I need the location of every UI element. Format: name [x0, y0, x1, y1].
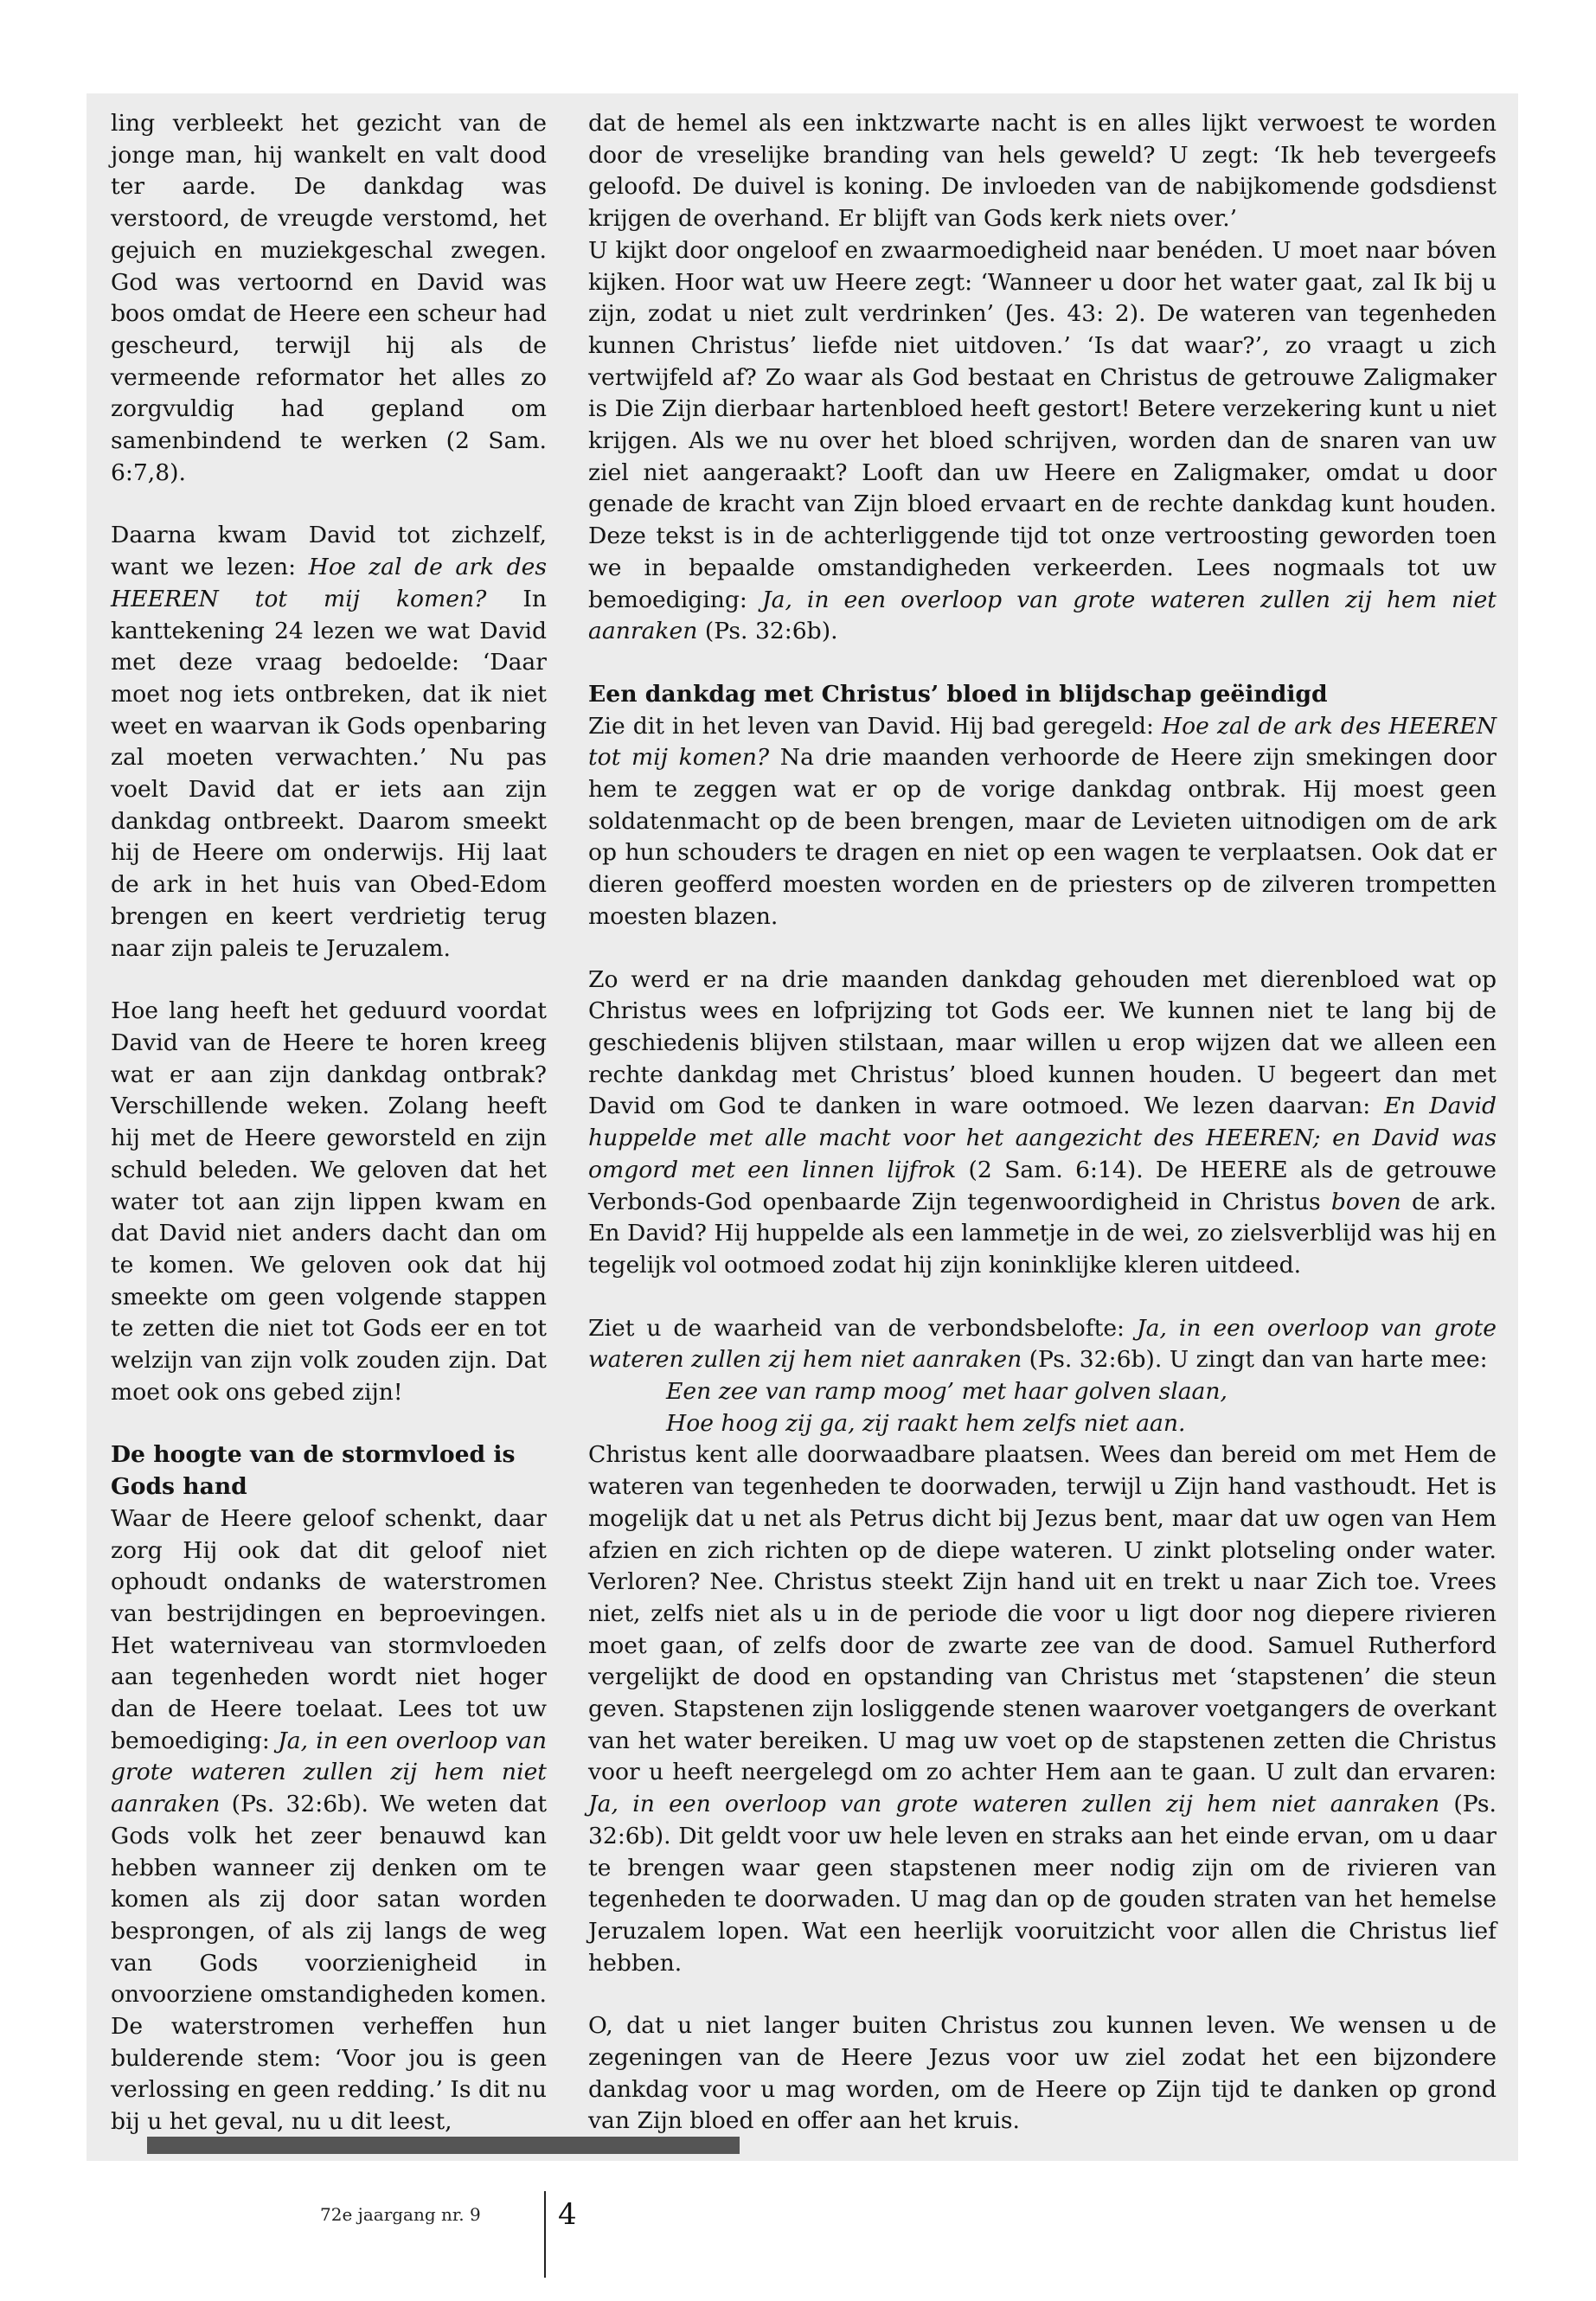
paragraph: ling verbleekt het gezicht van de jonge man, hij wankelt en valt dood ter aarde. De dankdag was verstoord, de vreugde verstomd, het gejuich en muziekgeschal zwegen. God was vertoornd en David was boos omdat de Heere een scheur had gescheurd, terwijl hij als de vermeende reformator het alles zo zorgvuldig had gepland om samenbindend te werken (2 Sam. 6:7,8).: [111, 110, 547, 486]
paragraph: Zie dit in het leven van David. Hij bad geregeld: Hoe zal de ark des HEEREN tot mij komen? Na drie maanden verhoorde de Heere zijn smekingen door hem te zeggen wat er op de vorige dankdag ontbrak. Hij moest geen soldatenmacht op de been brengen, maar de Levieten uitnodigen om de ark op hun schouders te dragen en niet op een wagen te verplaatsen. Ook dat er dieren geofferd moesten worden en de priesters op de zilveren trompetten moesten blazen.: [588, 712, 1497, 930]
right-column: [588, 108, 1497, 2138]
page-number: 4: [558, 2197, 577, 2232]
section-heading: De hoogte van de stormvloed is Gods hand: [111, 1441, 516, 1501]
scripture-quote: Ja, in een overloop van grote wateren zullen zij hem niet aanraken: [588, 1791, 1440, 1818]
paragraph: O, dat u niet langer buiten Christus zou kunnen leven. We wensen u de zegeningen van de Heere Jezus voor uw ziel zodat het een bijzondere dankdag voor u mag worden, om de Heere op Zijn tijd te danken op grond van Zijn bloed en offer aan het kruis.: [588, 2012, 1497, 2135]
scripture-quote: En David huppelde met alle macht voor het aangezicht des HEEREN; en David was omgord met een linnen lijfrok: [588, 1093, 1497, 1183]
section-heading: Een dankdag met Christus’ bloed in blijdschap geëindigd: [588, 680, 1328, 708]
issue-label: 72e jaargang nr. 9: [320, 2204, 481, 2225]
verse-line: Hoe hoog zij ga, zij raakt hem zelfs niet aan.: [666, 1409, 1186, 1437]
verse-line: Een zee van ramp moog’ met haar golven slaan,: [666, 1378, 1227, 1406]
paragraph: U kijkt door ongeloof en zwaarmoedigheid naar benéden. U moet naar bóven kijken. Hoor wat uw Heere zegt: ‘Wanneer u door het water gaat, zal Ik bij u zijn, zodat u niet zult verdrinken’ (Jes. 43: 2). De wateren van tegenheden kunnen Christus’ liefde niet uitdoven.’ ‘Is dat waar?’, zo vraagt u zich vertwijfeld af? Zo waar als God bestaat en Christus de getrouwe Zaligmaker is Die Zijn dierbaar hartenbloed heeft gestort! Betere verzekering kunt u niet krijgen. Als we nu over het bloed schrijven, worden dan de snaren van uw ziel niet aangeraakt? Looft dan uw Heere en Zaligmaker, omdat u door genade de kracht van Zijn bloed ervaart en de rechte dankdag kunt houden. Deze tekst is in de achterliggende tijd tot onze vertroosting geworden toen we in bepaalde omstandigheden verkeerden. Lees nogmaals tot uw bemoediging: Ja, in een overloop van grote wateren zullen zij hem niet aanraken (Ps. 32:6b).: [588, 236, 1497, 645]
emphasis: boven: [1330, 1188, 1401, 1215]
paragraph: Daarna kwam David tot zichzelf, want we lezen: Hoe zal de ark des HEEREN tot mij komen? In kanttekening 24 lezen we wat David met deze vraag bedoelde: ‘Daar moet nog iets ontbreken, dat ik niet weet en waarvan ik Gods openbaring zal moeten verwachten.’ Nu pas voelt David dat er iets aan zijn dankdag ontbreekt. Daarom smeekt hij de Heere om onderwijs. Hij laat de ark in het huis van Obed-Edom brengen en keert verdrietig terug naar zijn paleis te Jeruzalem.: [111, 522, 548, 962]
decorative-bar: [147, 2137, 740, 2154]
paragraph: dat de hemel als een inktzwarte nacht is en alles lijkt verwoest te worden door de vreselijke branding van hels geweld? U zegt: ‘Ik heb tevergeefs geloofd. De duivel is koning. De invloeden van de nabijkomende godsdienst krijgen de overhand. Er blijft van Gods kerk niets over.’: [588, 110, 1497, 233]
scripture-quote: Ja, in een overloop van grote wateren zullen zij hem niet aanraken: [588, 586, 1497, 645]
paragraph: Zo werd er na drie maanden dankdag gehouden met dierenbloed wat op Christus wees en lofprijzing tot Gods eer. We kunnen niet te lang bij de geschiedenis blijven stilstaan, maar willen u erop wijzen dat we alleen een rechte dankdag met Christus’ bloed kunnen houden. U begeert dan met David om God te danken in ware ootmoed. We lezen daarvan: En David huppelde met alle macht voor het aangezicht des HEEREN; en David was omgord met een linnen lijfrok (2 Sam. 6:14). De HEERE als de getrouwe Verbonds-God openbaarde Zijn tegenwoordigheid in Christus boven de ark. En David? Hij huppelde als een lammetje in de wei, zo zielsverblijd was hij en tegelijk vol ootmoed zodat hij zijn koninklijke kleren uitdeed.: [588, 965, 1497, 1279]
scripture-quote: Hoe zal de ark des HEEREN tot mij komen?: [588, 712, 1497, 772]
paragraph: Ziet u de waarheid van de verbondsbelofte: Ja, in een overloop van grote wateren zullen zij hem niet aanraken (Ps. 32:6b). U zingt dan van harte mee:: [588, 1314, 1497, 1374]
footer-divider: [544, 2191, 546, 2278]
scripture-quote: Hoe zal de ark des HEEREN tot mij komen?: [111, 554, 548, 612]
scripture-quote: Ja, in een overloop van grote wateren zullen zij hem niet aanraken: [588, 1314, 1497, 1374]
paragraph: Christus kent alle doorwaadbare plaatsen. Wees dan bereid om met Hem de wateren van tegenheden te doorwaden, terwijl u Zijn hand vasthoudt. Het is mogelijk dat u net als Petrus dicht bij Jezus bent, maar dat uw ogen van Hem afzien en zich richten op de diepe wateren. U zinkt plotseling onder water. Verloren? Nee. Christus steekt Zijn hand uit en trekt u naar Zich toe. Vrees niet, zelfs niet als u in de periode die voor u ligt door nog diepere rivieren moet gaan, of zelfs door de zwarte zee van de dood. Samuel Rutherford vergelijkt de dood en opstanding van Christus met ‘stapstenen’ die steun geven. Stapstenen zijn losliggende stenen waarover voetgangers de overkant van het water bereiken. U mag uw voet op de stapstenen zetten die Christus voor u heeft neergelegd om zo achter Hem aan te gaan. U zult dan ervaren: Ja, in een overloop van grote wateren zullen zij hem niet aanraken (Ps. 32:6b). Dit geldt voor uw hele leven en straks aan het einde ervan, om u daar te brengen waar geen stapstenen meer nodig zijn om de rivieren van tegenheden te doorwaden. U mag dan op de gouden straten van het hemelse Jeruzalem lopen. Wat een heerlijk vooruitzicht voor allen die Christus lief hebben.: [588, 1441, 1497, 1977]
paragraph: Waar de Heere geloof schenkt, daar zorg Hij ook dat dit geloof niet ophoudt ondanks de waterstromen van bestrijdingen en beproevingen. Het waterniveau van stormvloeden aan tegenheden wordt niet hoger dan de Heere toelaat. Lees tot uw bemoediging: Ja, in een overloop van grote wateren zullen zij hem niet aanraken (Ps. 32:6b). We weten dat Gods volk het zeer benauwd kan hebben wanneer zij denken om te komen als zij door satan worden besprongen, of als zij langs de weg van Gods voorzienigheid in onvoorziene omstandigheden komen. De waterstromen verheffen hun bulderende stem: ‘Voor jou is geen verlossing en geen redding.’ Is dit nu bij u het geval, nu u dit leest,: [111, 1504, 548, 2136]
scripture-quote: Ja, in een overloop van grote wateren zullen zij hem niet aanraken: [111, 1727, 548, 1818]
left-column: [111, 108, 547, 2138]
paragraph: Hoe lang heeft het geduurd voordat David van de Heere te horen kreeg wat er aan zijn dankdag ontbrak? Verschillende weken. Zolang heeft hij met de Heere geworsteld en zijn schuld beleden. We geloven dat het water tot aan zijn lippen kwam en dat David niet anders dacht dan om te komen. We geloven ook dat hij smeekte om geen volgende stappen te zetten die niet tot Gods eer en tot welzijn van zijn volk zouden zijn. Dat moet ook ons gebed zijn!: [111, 997, 547, 1406]
